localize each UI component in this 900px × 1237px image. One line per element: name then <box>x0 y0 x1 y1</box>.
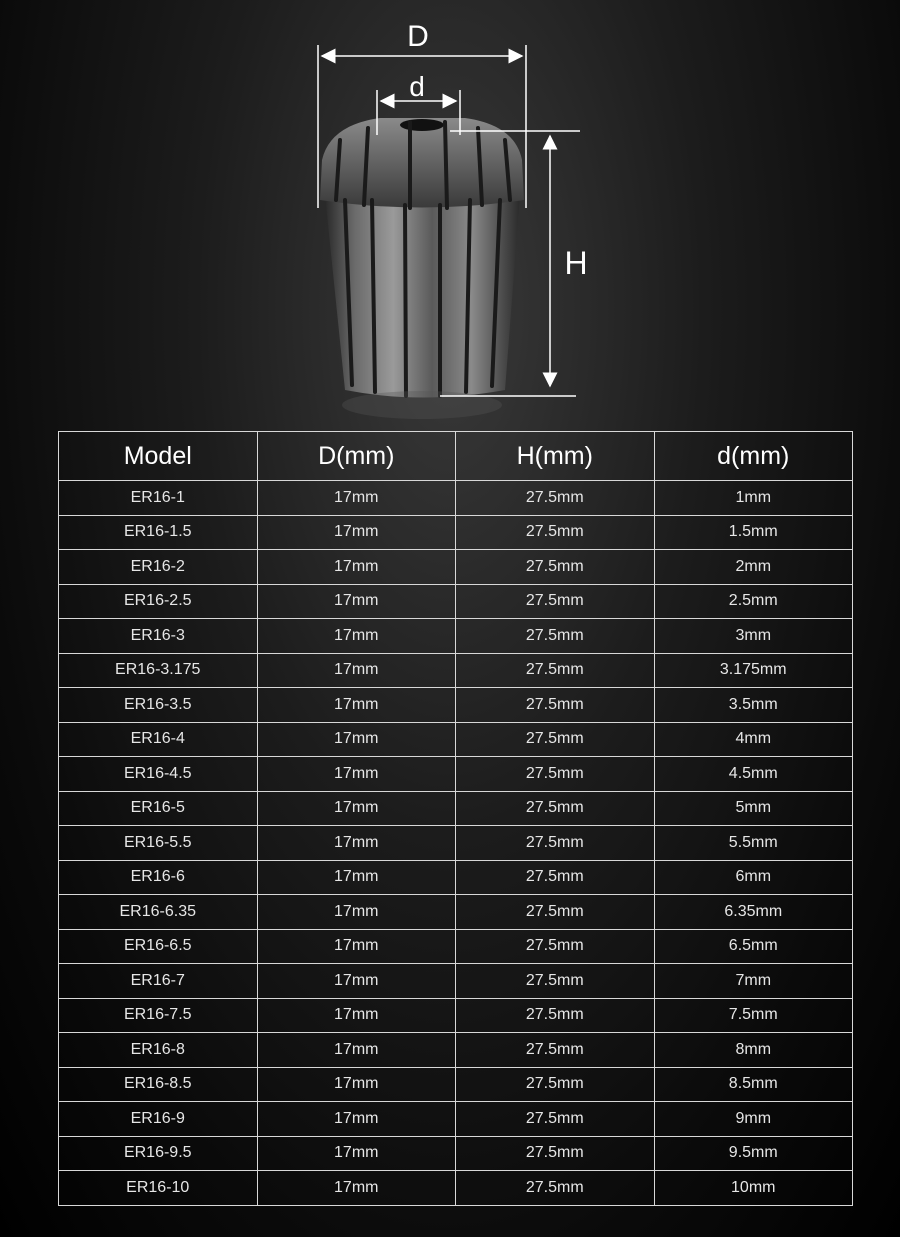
cell-model: ER16-10 <box>59 1171 258 1206</box>
cell-outer-diameter: 17mm <box>257 1136 456 1171</box>
cell-outer-diameter: 17mm <box>257 998 456 1033</box>
cell-inner-diameter: 4.5mm <box>654 757 853 792</box>
cell-height: 27.5mm <box>456 791 655 826</box>
cell-model: ER16-3 <box>59 619 258 654</box>
cell-model: ER16-4.5 <box>59 757 258 792</box>
table-row <box>59 1102 853 1137</box>
cell-inner-diameter: 2mm <box>654 550 853 585</box>
header-inner-diameter: d(mm) <box>654 432 853 481</box>
cell-model: ER16-7 <box>59 964 258 999</box>
cell-height: 27.5mm <box>456 550 655 585</box>
cell-model: ER16-7.5 <box>59 998 258 1033</box>
cell-model: ER16-2.5 <box>59 584 258 619</box>
cell-inner-diameter: 7.5mm <box>654 998 853 1033</box>
cell-model: ER16-6.5 <box>59 929 258 964</box>
table-row <box>59 619 853 654</box>
cell-inner-diameter: 9.5mm <box>654 1136 853 1171</box>
cell-outer-diameter: 17mm <box>257 1171 456 1206</box>
table-row <box>59 1033 853 1068</box>
cell-outer-diameter: 17mm <box>257 929 456 964</box>
cell-inner-diameter: 5mm <box>654 791 853 826</box>
table-row <box>59 550 853 585</box>
cell-outer-diameter: 17mm <box>257 757 456 792</box>
table-row <box>59 481 853 516</box>
table-row <box>59 895 853 930</box>
cell-model: ER16-8.5 <box>59 1067 258 1102</box>
cell-model: ER16-3.175 <box>59 653 258 688</box>
cell-model: ER16-5.5 <box>59 826 258 861</box>
collet-dimension-diagram <box>0 0 900 420</box>
cell-outer-diameter: 17mm <box>257 722 456 757</box>
cell-model: ER16-6.35 <box>59 895 258 930</box>
cell-height: 27.5mm <box>456 688 655 723</box>
header-outer-diameter: D(mm) <box>257 432 456 481</box>
cell-model: ER16-1 <box>59 481 258 516</box>
cell-height: 27.5mm <box>456 584 655 619</box>
header-height: H(mm) <box>456 432 655 481</box>
label-inner-diameter: d <box>409 71 425 102</box>
cell-height: 27.5mm <box>456 826 655 861</box>
label-outer-diameter: D <box>407 20 429 53</box>
cell-inner-diameter: 10mm <box>654 1171 853 1206</box>
cell-inner-diameter: 3.5mm <box>654 688 853 723</box>
table-row <box>59 653 853 688</box>
cell-inner-diameter: 6mm <box>654 860 853 895</box>
cell-model: ER16-2 <box>59 550 258 585</box>
cell-height: 27.5mm <box>456 1067 655 1102</box>
cell-height: 27.5mm <box>456 619 655 654</box>
cell-height: 27.5mm <box>456 653 655 688</box>
table-row <box>59 860 853 895</box>
table-row <box>59 998 853 1033</box>
cell-height: 27.5mm <box>456 515 655 550</box>
cell-inner-diameter: 4mm <box>654 722 853 757</box>
table-row <box>59 1067 853 1102</box>
cell-outer-diameter: 17mm <box>257 481 456 516</box>
table-row <box>59 791 853 826</box>
cell-outer-diameter: 17mm <box>257 619 456 654</box>
cell-height: 27.5mm <box>456 1102 655 1137</box>
cell-inner-diameter: 8mm <box>654 1033 853 1068</box>
table-row <box>59 722 853 757</box>
cell-height: 27.5mm <box>456 1171 655 1206</box>
cell-inner-diameter: 2.5mm <box>654 584 853 619</box>
cell-inner-diameter: 9mm <box>654 1102 853 1137</box>
cell-model: ER16-9 <box>59 1102 258 1137</box>
cell-height: 27.5mm <box>456 998 655 1033</box>
cell-height: 27.5mm <box>456 1033 655 1068</box>
cell-model: ER16-4 <box>59 722 258 757</box>
cell-outer-diameter: 17mm <box>257 860 456 895</box>
cell-model: ER16-9.5 <box>59 1136 258 1171</box>
cell-inner-diameter: 5.5mm <box>654 826 853 861</box>
cell-outer-diameter: 17mm <box>257 653 456 688</box>
cell-outer-diameter: 17mm <box>257 826 456 861</box>
table-row <box>59 688 853 723</box>
cell-outer-diameter: 17mm <box>257 791 456 826</box>
cell-height: 27.5mm <box>456 895 655 930</box>
cell-height: 27.5mm <box>456 860 655 895</box>
cell-height: 27.5mm <box>456 964 655 999</box>
cell-height: 27.5mm <box>456 757 655 792</box>
table-row <box>59 964 853 999</box>
table-row <box>59 929 853 964</box>
er-collet-image <box>320 118 524 419</box>
table-row <box>59 584 853 619</box>
cell-outer-diameter: 17mm <box>257 895 456 930</box>
cell-outer-diameter: 17mm <box>257 584 456 619</box>
cell-inner-diameter: 8.5mm <box>654 1067 853 1102</box>
cell-model: ER16-5 <box>59 791 258 826</box>
cell-inner-diameter: 1.5mm <box>654 515 853 550</box>
cell-inner-diameter: 1mm <box>654 481 853 516</box>
cell-outer-diameter: 17mm <box>257 964 456 999</box>
cell-inner-diameter: 7mm <box>654 964 853 999</box>
cell-outer-diameter: 17mm <box>257 1033 456 1068</box>
cell-inner-diameter: 6.5mm <box>654 929 853 964</box>
cell-model: ER16-1.5 <box>59 515 258 550</box>
cell-outer-diameter: 17mm <box>257 1102 456 1137</box>
cell-outer-diameter: 17mm <box>257 515 456 550</box>
cell-inner-diameter: 3mm <box>654 619 853 654</box>
cell-outer-diameter: 17mm <box>257 688 456 723</box>
cell-model: ER16-6 <box>59 860 258 895</box>
table-header-row <box>59 432 853 481</box>
cell-model: ER16-3.5 <box>59 688 258 723</box>
cell-outer-diameter: 17mm <box>257 550 456 585</box>
table-row <box>59 1171 853 1206</box>
label-height: H <box>564 245 588 281</box>
table-row <box>59 757 853 792</box>
cell-height: 27.5mm <box>456 1136 655 1171</box>
cell-height: 27.5mm <box>456 722 655 757</box>
cell-height: 27.5mm <box>456 481 655 516</box>
table-row <box>59 515 853 550</box>
cell-inner-diameter: 6.35mm <box>654 895 853 930</box>
cell-height: 27.5mm <box>456 929 655 964</box>
table-row <box>59 826 853 861</box>
cell-outer-diameter: 17mm <box>257 1067 456 1102</box>
header-model: Model <box>59 432 258 481</box>
cell-model: ER16-8 <box>59 1033 258 1068</box>
table-row <box>59 1136 853 1171</box>
spec-table <box>58 431 853 1206</box>
cell-inner-diameter: 3.175mm <box>654 653 853 688</box>
